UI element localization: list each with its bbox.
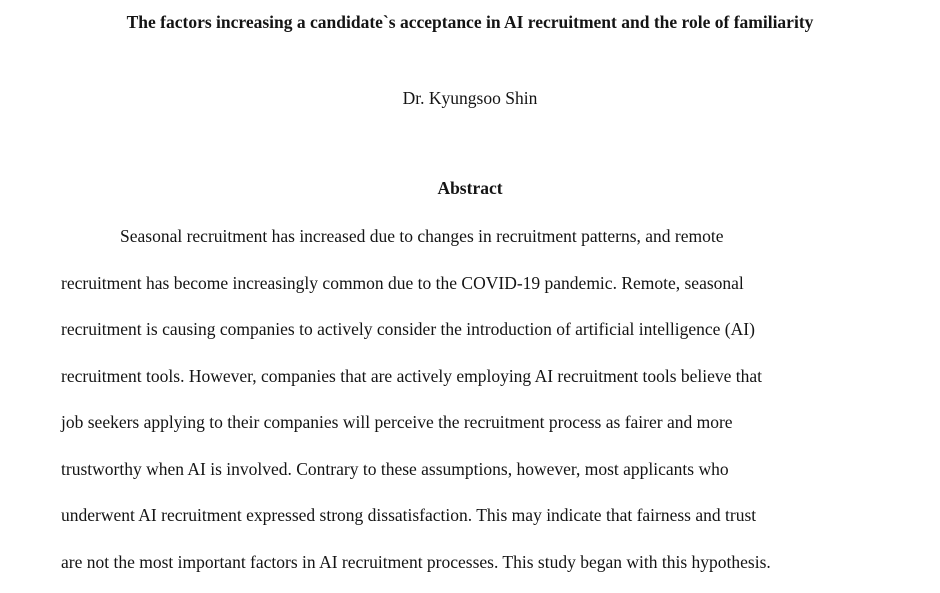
- abstract-line: trustworthy when AI is involved. Contrary to these assumptions, however, most applicants who: [61, 454, 921, 501]
- abstract-line: recruitment is causing companies to actively consider the introduction of artificial intelligence (AI): [61, 314, 921, 361]
- abstract-line: recruitment has become increasingly common due to the COVID-19 pandemic. Remote, seasonal: [61, 268, 921, 315]
- author-name: Dr. Kyungsoo Shin: [0, 86, 940, 110]
- abstract-line: Seasonal recruitment has increased due to changes in recruitment patterns, and remote: [61, 221, 921, 268]
- abstract-heading: Abstract: [0, 176, 940, 200]
- abstract-body: [61, 221, 921, 593]
- abstract-line: job seekers applying to their companies will perceive the recruitment process as fairer and more: [61, 407, 921, 454]
- abstract-line: recruitment tools. However, companies that are actively employing AI recruitment tools believe that: [61, 361, 921, 408]
- abstract-line: are not the most important factors in AI recruitment processes. This study began with this hypothesis.: [61, 547, 921, 593]
- abstract-line: underwent AI recruitment expressed strong dissatisfaction. This may indicate that fairness and trust: [61, 500, 921, 547]
- paper-title: The factors increasing a candidate`s acceptance in AI recruitment and the role of familiarity: [0, 10, 940, 34]
